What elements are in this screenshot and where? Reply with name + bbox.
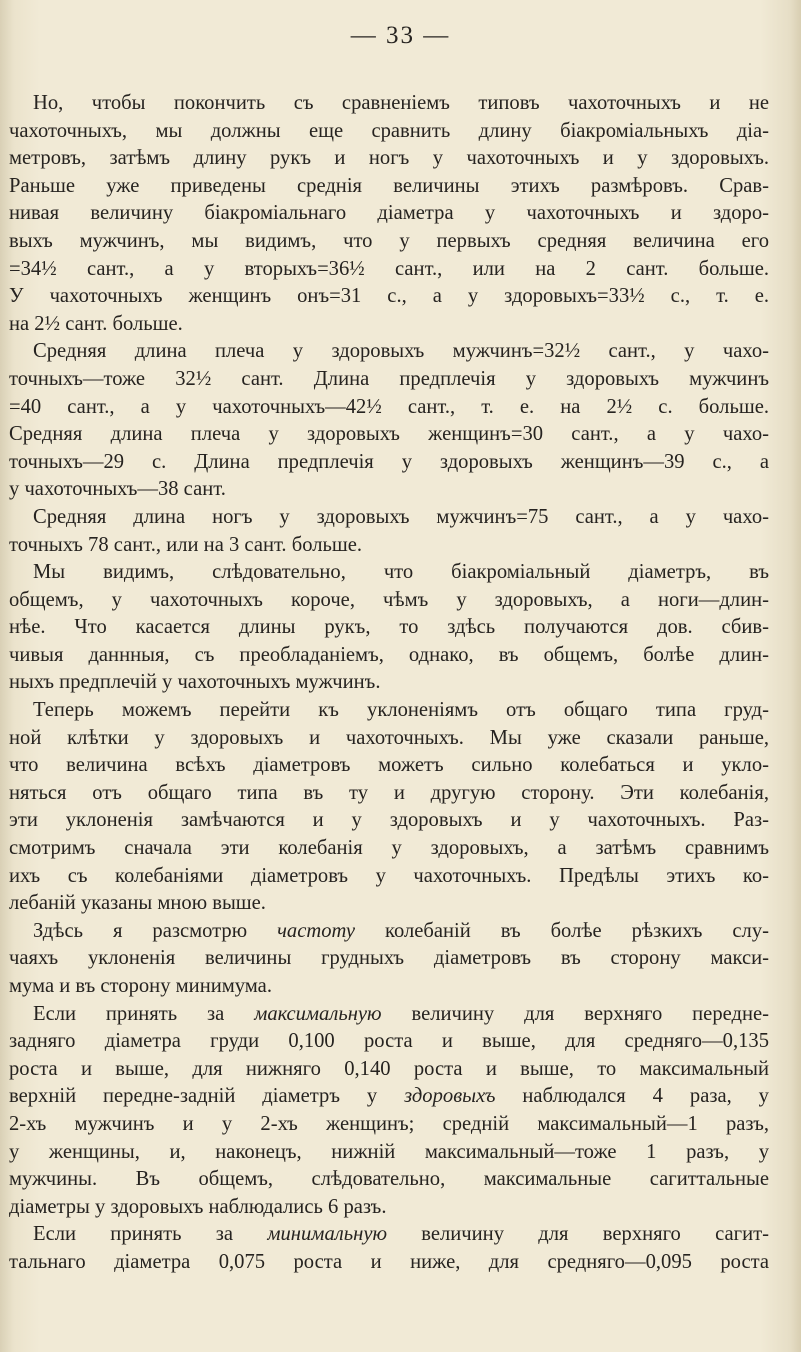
text-line <box>9 1083 769 1111</box>
text-line: ной клѣтки у здоровыхъ и чахоточныхъ. Мы уже сказали раньше, <box>9 726 769 749</box>
text-line: у чахоточныхъ—38 сант. <box>9 478 226 501</box>
body-text <box>9 90 769 1277</box>
text-line: Мы видимъ, слѣдовательно, что біакроміальный діаметръ, въ <box>33 561 769 584</box>
text-line: общемъ, у чахоточныхъ короче, чѣмъ у здоровыхъ, а ноги—длин- <box>9 588 769 611</box>
text-line: діаметры у здоровыхъ наблюдались 6 разъ. <box>9 1195 387 1218</box>
page-number: — 33 — <box>350 22 451 49</box>
text-line: Средняя длина ногъ у здоровыхъ мужчинъ=75 сант., а у чахо- <box>33 505 769 528</box>
text-line: =40 сант., а у чахоточныхъ—42½ сант., т. е. на 2½ с. больше. <box>9 395 769 418</box>
text-line: выхъ мужчинъ, мы видимъ, что у первыхъ средняя величина его <box>9 229 769 252</box>
text-segment: Здѣсь я разсмотрю <box>33 919 248 942</box>
text-segment: колебаній въ болѣе рѣзкихъ слу- <box>384 919 769 942</box>
text-line: метровъ, затѣмъ длину рукъ и ногъ у чахоточныхъ и у здоровыхъ. <box>9 147 769 170</box>
text-segment: Если принять за <box>33 1002 225 1025</box>
text-line: роста и выше, для нижняго 0,140 роста и выше, то максимальный <box>9 1057 769 1080</box>
text-line: на 2½ сант. больше. <box>9 312 183 335</box>
text-line <box>9 1221 769 1249</box>
text-line: чаяхъ уклоненія величины грудныхъ діаметровъ въ сторону макси- <box>9 947 769 970</box>
text-line: Средняя длина плеча у здоровыхъ мужчинъ=32½ сант., у чахо- <box>33 340 769 363</box>
text-line <box>9 918 769 946</box>
italic-term: максимальную <box>254 1002 382 1025</box>
text-line: Но, чтобы покончить съ сравненіемъ типовъ чахоточныхъ и не <box>33 92 769 114</box>
text-line: точныхъ—29 с. Длина предплечія у здоровыхъ женщинъ—39 с., а <box>9 450 769 473</box>
italic-term: здоровыхъ <box>404 1085 496 1108</box>
text-line: ихъ съ колебаніями діаметровъ у чахоточныхъ. Предѣлы этихъ ко- <box>9 864 769 887</box>
text-segment: верхній передне-задній діаметръ у <box>9 1085 378 1108</box>
italic-term: минимальную <box>267 1223 387 1246</box>
text-line: задняго діаметра груди 0,100 роста и выше, для средняго—0,135 <box>9 1030 769 1053</box>
text-segment: наблюдался 4 раза, у <box>522 1085 769 1108</box>
text-line: мужчины. Въ общемъ, слѣдовательно, максимальные сагиттальные <box>9 1168 769 1191</box>
text-line: Средняя длина плеча у здоровыхъ женщинъ=30 сант., а у чахо- <box>9 423 769 446</box>
text-line: что величина всѣхъ діаметровъ можетъ сильно колебаться и укло- <box>9 754 769 777</box>
text-line: смотримъ сначала эти колебанія у здоровыхъ, а затѣмъ сравнимъ <box>9 837 769 860</box>
text-line: Теперь можемъ перейти къ уклоненіямъ отъ общаго типа груд- <box>33 699 769 722</box>
text-line: мума и въ сторону минимума. <box>9 975 272 997</box>
text-segment: величину для верхняго передне- <box>411 1002 769 1025</box>
text-line: ныхъ предплечій у чахоточныхъ мужчинъ. <box>9 671 381 694</box>
text-line: лебаній указаны мною выше. <box>9 892 266 915</box>
text-segment: Если принять за <box>33 1223 234 1246</box>
italic-term: частоту <box>277 919 356 942</box>
text-line: тальнаго діаметра 0,075 роста и ниже, для средняго—0,095 роста <box>9 1250 769 1273</box>
text-line: Раньше уже приведены среднія величины этихъ размѣровъ. Срав- <box>9 174 769 197</box>
text-line: у женщины, и, наконецъ, нижній максимальный—тоже 1 разъ, у <box>9 1140 769 1163</box>
text-line: нивая величину біакроміальнаго діаметра у чахоточныхъ и здоро- <box>9 202 769 225</box>
text-line: чахоточныхъ, мы должны еще сравнить длину біакроміальныхъ діа- <box>9 119 769 142</box>
text-line <box>9 1001 769 1029</box>
text-line: точныхъ—тоже 32½ сант. Длина предплечія у здоровыхъ мужчинъ <box>9 367 769 390</box>
text-segment: величину для верхняго сагит- <box>421 1223 769 1246</box>
text-line: няться отъ общаго типа въ ту и другую сторону. Эти колебанія, <box>9 781 769 804</box>
text-line: нѣе. Что касается длины рукъ, то здѣсь получаются дов. сбив- <box>9 616 769 639</box>
text-line: эти уклоненія замѣчаются и у здоровыхъ и у чахоточныхъ. Раз- <box>9 809 769 832</box>
text-line: У чахоточныхъ женщинъ онъ=31 с., а у здоровыхъ=33½ с., т. е. <box>9 285 769 308</box>
text-line: чивыя даннныя, съ преобладаніемъ, однако, въ общемъ, болѣе длин- <box>9 643 769 666</box>
text-line: =34½ сант., а у вторыхъ=36½ сант., или на 2 сант. больше. <box>9 257 769 280</box>
text-line: точныхъ 78 сант., или на 3 сант. больше. <box>9 533 363 556</box>
text-line: 2-хъ мужчинъ и у 2-хъ женщинъ; средній максимальный—1 разъ, <box>9 1112 769 1135</box>
